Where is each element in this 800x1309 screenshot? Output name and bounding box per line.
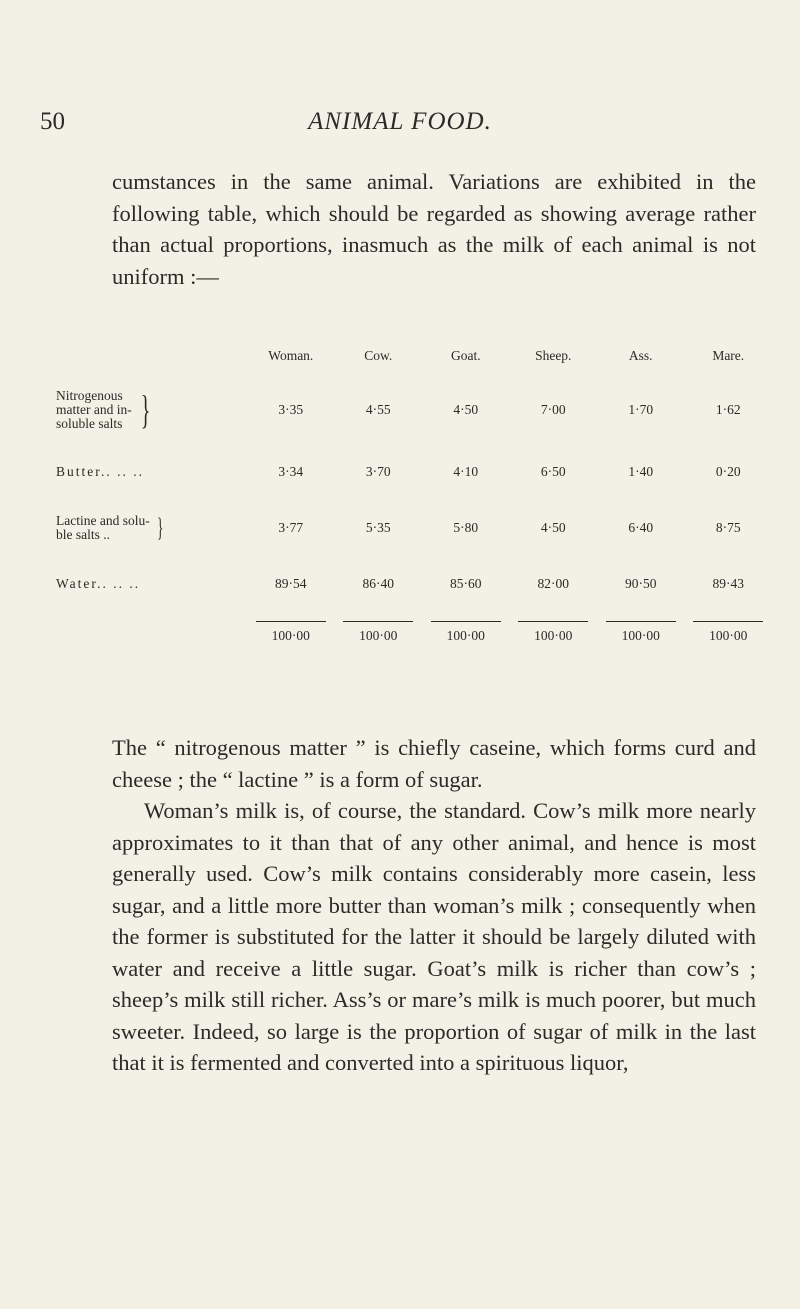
total-value: 100·00 [343, 621, 413, 644]
brace-glyph: } [140, 387, 151, 432]
table-cell: 0·20 [715, 464, 741, 479]
table-cell: 3·34 [278, 464, 304, 479]
table-row-butter [56, 444, 772, 500]
table-cell: 3·77 [278, 520, 304, 535]
table-cell: 82·00 [537, 576, 569, 591]
table-cell: 86·40 [362, 576, 395, 591]
table-cell: 4·10 [453, 464, 479, 479]
total-cell [510, 612, 597, 652]
table-header-blank [56, 336, 247, 376]
row-label-line: Water.. .. .. [56, 576, 141, 591]
table-cell: 3·35 [278, 402, 304, 417]
table-header-row [56, 336, 772, 376]
table-cell: 7·00 [540, 402, 566, 417]
total-value: 100·00 [256, 621, 326, 644]
total-cell [247, 612, 334, 652]
page-header [40, 108, 760, 148]
row-label-line: ble salts .. [56, 527, 110, 542]
row-label [56, 376, 247, 444]
table-cell: 4·50 [453, 402, 479, 417]
row-label-line: matter and in- [56, 402, 132, 417]
total-cell [684, 612, 772, 652]
table-cell: 4·50 [540, 520, 566, 535]
row-label-line: Lactine and solu- [56, 513, 150, 528]
table-cell: 89·43 [712, 576, 744, 591]
table-cell: 5·35 [365, 520, 391, 535]
table-cell: 6·40 [628, 520, 654, 535]
column-header-cow: Cow. [364, 348, 393, 363]
column-header-ass: Ass. [628, 348, 653, 363]
total-cell [422, 612, 509, 652]
row-label [56, 500, 247, 556]
brace-glyph: } [156, 513, 164, 542]
table-cell: 1·40 [628, 464, 654, 479]
milk-composition-table [56, 336, 772, 652]
total-value: 100·00 [518, 621, 588, 644]
table-cell: 85·60 [450, 576, 482, 591]
table-cell: 8·75 [715, 520, 741, 535]
body-text [112, 732, 756, 1079]
row-label [56, 444, 247, 500]
row-label-line: soluble salts [56, 416, 123, 431]
body-paragraph: Woman’s milk is, of course, the standard. Cow’s milk more nearly approximates to it than that of any other animal, and hence is most generally used. Cow’s milk contains considerably more casein, less sugar, and a little more butter than woman’s milk ; consequently when the former is substituted for the latter it should be largely diluted with water and receive a little sugar. Goat’s milk is richer than cow’s ; sheep’s milk still richer. Ass’s or mare’s milk is much poorer, but much sweeter. Indeed, so large is the proportion of sugar of milk in the last that it is fermented and converted into a spirituous liquor, [112, 798, 756, 1075]
table-cell: 6·50 [540, 464, 566, 479]
row-label-blank [56, 612, 247, 652]
total-value: 100·00 [693, 621, 763, 644]
running-head: ANIMAL FOOD. [308, 108, 492, 135]
table-cell: 1·62 [715, 402, 741, 417]
body-paragraph: The “ nitrogenous matter ” is chiefly caseine, which forms curd and cheese ; the “ lactine ” is a form of sugar. [112, 735, 756, 792]
table-row-water [56, 556, 772, 612]
column-header-sheep: Sheep. [535, 348, 572, 363]
table-cell: 3·70 [365, 464, 391, 479]
table-cell: 89·54 [275, 576, 307, 591]
table-row-lactine [56, 500, 772, 556]
table-row-nitrogenous [56, 376, 772, 444]
table-cell: 5·80 [453, 520, 479, 535]
column-header-goat: Goat. [450, 348, 481, 363]
table-row-totals [56, 612, 772, 652]
total-value: 100·00 [606, 621, 676, 644]
row-label-line: Butter.. .. .. [56, 464, 144, 479]
table-cell: 90·50 [624, 576, 657, 591]
intro-text: cumstances in the same animal. Variations are exhibited in the following table, which should be regarded as showing average rather than actual proportions, inasmuch as the milk of each animal is not uniform :— [112, 169, 756, 289]
total-cell [597, 612, 684, 652]
page-number: 50 [40, 108, 65, 135]
row-label [56, 556, 247, 612]
column-header-woman: Woman. [268, 348, 314, 363]
total-cell [335, 612, 422, 652]
column-header-mare: Mare. [712, 348, 745, 363]
total-value: 100·00 [431, 621, 501, 644]
table-cell: 1·70 [628, 402, 654, 417]
table-cell: 4·55 [365, 402, 391, 417]
intro-paragraph [112, 166, 756, 292]
row-label-line: Nitrogenous [56, 388, 123, 403]
